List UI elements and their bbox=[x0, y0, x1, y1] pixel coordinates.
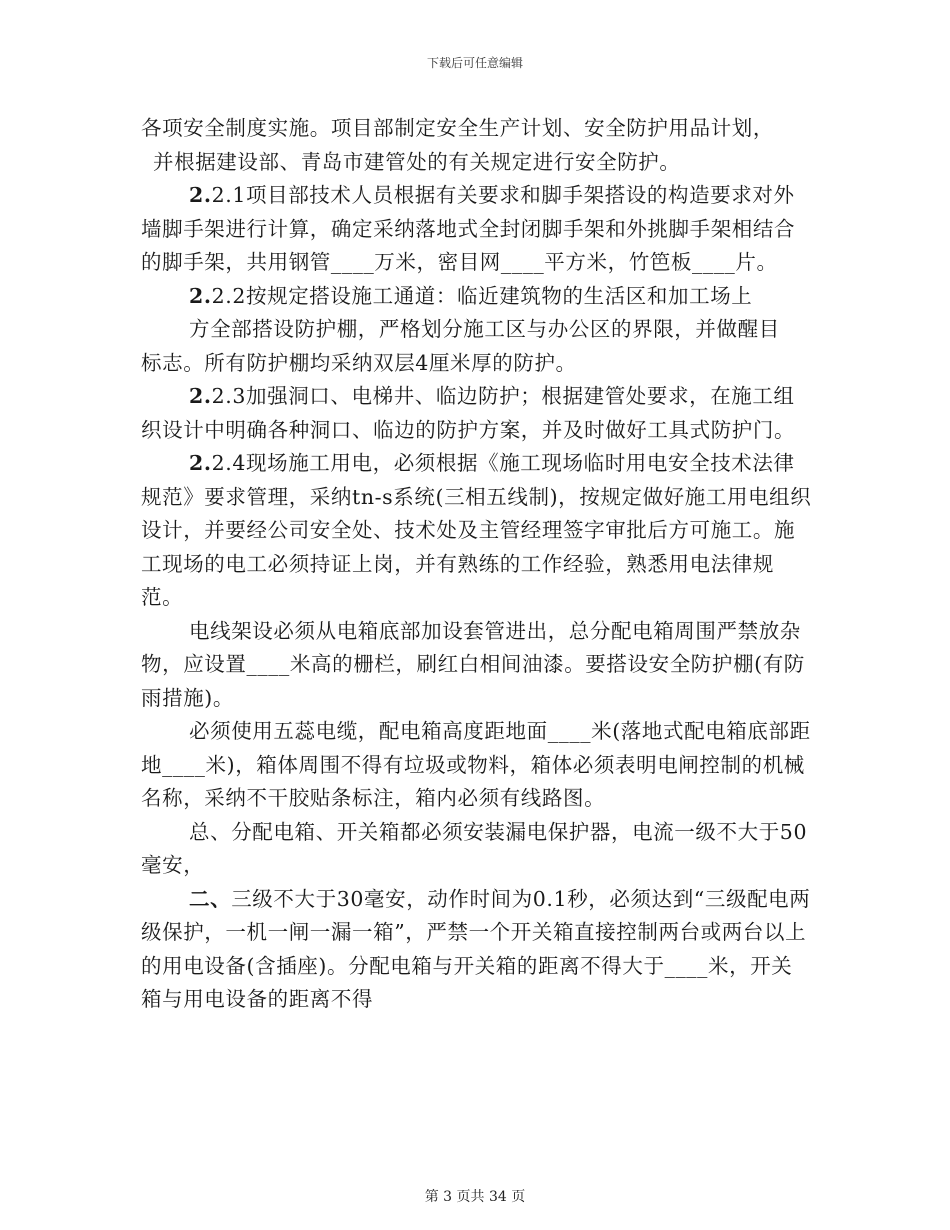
section-number: 2. bbox=[189, 451, 212, 475]
page-footer: 第 3 页共 34 页 bbox=[424, 1189, 526, 1205]
paragraph-section-two bbox=[141, 883, 813, 1017]
page-header: 下载后可任意编辑 bbox=[426, 56, 523, 70]
paragraph-text: 2.2按规定搭设施工通道：临近建筑物的生活区和加工场上 bbox=[211, 283, 753, 308]
paragraph-2-2-3 bbox=[141, 380, 813, 447]
section-number: 2. bbox=[189, 384, 212, 408]
section-number: 二、 bbox=[189, 886, 232, 911]
paragraph-text: 三级不大于30毫安，动作时间为0.1秒，必须达到“三级配电两级保护，一机一闸一漏一箱”，严禁一个开关箱直接控制两台或两台以上的用电设备(含插座)。分配电箱与开关箱的距离不得大于____米，开关箱与用电设备的距离不得 bbox=[141, 886, 811, 1011]
paragraph: 方全部搭设防护棚，严格划分施工区与办公区的界限，并做醒目 bbox=[189, 317, 780, 341]
paragraph-cable: 必须使用五蕊电缆，配电箱高度距地面____米(落地式配电箱底部距地____米)，箱体周围不得有垃圾或物料，箱体必须表明电闸控制的机械名称，采纳不干胶贴条标注，箱内必须有线路图。 bbox=[141, 719, 811, 810]
section-number: 2. bbox=[189, 183, 212, 207]
paragraph-text: 2.4现场施工用电，必须根据《施工现场临时用电安全技术法律规范》要求管理，采纳tn-s系统(三相五线制)，按规定做好施工用电组织设计，并要经公司安全处、技术处及主管经理签字审批后方可施工。施工现场的电工必须持证上岗，并有熟练的工作经验，熟悉用电法律规范。 bbox=[141, 451, 812, 609]
paragraph: 标志。所有防护棚均采纳双层4厘米厚的防护。 bbox=[141, 350, 577, 375]
paragraph-2-2-4 bbox=[141, 447, 813, 615]
document-body bbox=[141, 112, 813, 1017]
paragraph-text: 2.1项目部技术人员根据有关要求和脚手架搭设的构造要求对外墙脚手架进行计算，确定采纳落地式全封闭脚手架和外挑脚手架相结合的脚手架，共用钢管____万米，密目网____平方米，竹笆板____片。 bbox=[141, 183, 796, 274]
paragraph-2-2-1 bbox=[141, 179, 813, 280]
paragraph-leakage: 总、分配电箱、开关箱都必须安装漏电保护器，电流一级不大于50毫安， bbox=[141, 819, 808, 877]
section-number: 2. bbox=[189, 283, 212, 308]
paragraph: 并根据建设部、青岛市建管处的有关规定进行安全防护。 bbox=[153, 149, 681, 174]
paragraph-text: 2.3加强洞口、电梯井、临边防护；根据建管处要求，在施工组织设计中明确各种洞口、临边的防护方案，并及时做好工具式防护门。 bbox=[141, 384, 796, 442]
paragraph-2-2-2 bbox=[141, 280, 813, 314]
paragraph-wiring: 电线架设必须从电箱底部加设套管进出，总分配电箱周围严禁放杂物，应设置____米高的栅栏，刷红白相间油漆。要搭设安全防护棚(有防雨措施)。 bbox=[141, 618, 805, 710]
paragraph: 各项安全制度实施。项目部制定安全生产计划、安全防护用品计划， bbox=[141, 116, 774, 140]
